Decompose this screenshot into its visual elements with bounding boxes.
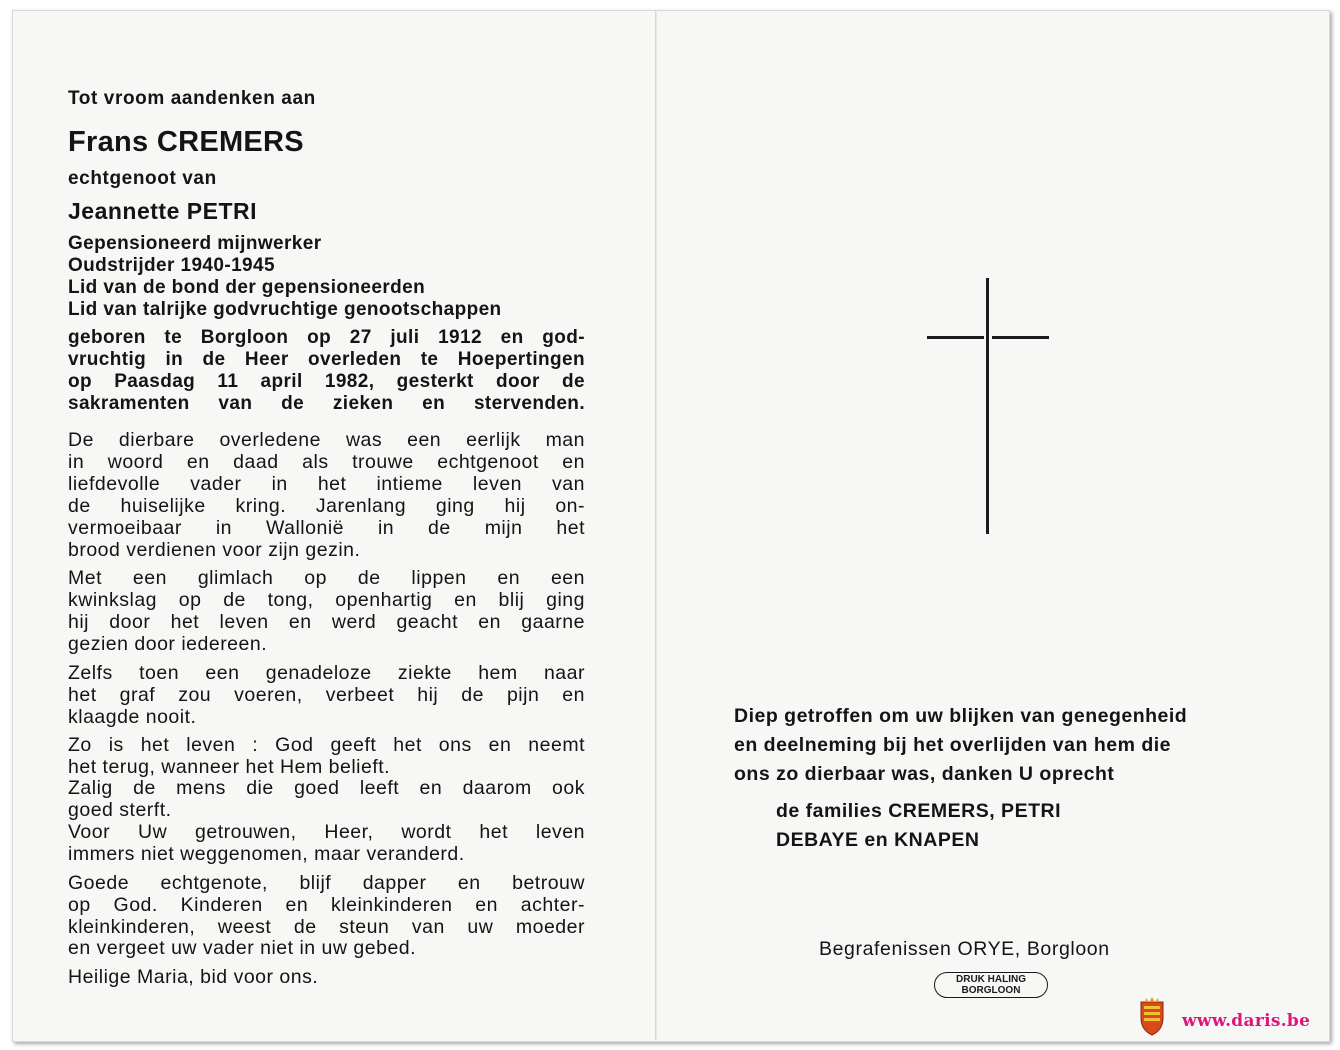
- cross-arm-left: [927, 336, 984, 339]
- paragraph-line: klaagde nooit.: [68, 706, 197, 728]
- crest-icon: [1137, 996, 1167, 1036]
- paragraph-line: gezien door iedereen.: [68, 633, 268, 655]
- paragraph-line: Zalig de mens die goed leeft en daarom ook: [68, 777, 585, 799]
- families-line: de families CREMERS, PETRI: [776, 800, 1061, 822]
- bio-line: op Paasdag 11 april 1982, gesterkt door de: [68, 371, 585, 392]
- families-line: DEBAYE en KNAPEN: [776, 829, 980, 851]
- spouse-label: echtgenoot van: [68, 168, 217, 189]
- paragraph-line: immers niet weggenomen, maar veranderd.: [68, 843, 465, 865]
- cross-icon: [986, 278, 989, 534]
- paragraph-line: kleinkinderen, weest de steun van uw moeder: [68, 916, 585, 938]
- stamp-line: BORGLOON: [961, 985, 1021, 996]
- paragraph-line: kwinkslag op de tong, openhartig en blij ging: [68, 589, 585, 611]
- cross-arm-right: [992, 336, 1049, 339]
- printer-stamp: [934, 972, 1048, 998]
- title-line: Gepensioneerd mijnwerker: [68, 233, 322, 254]
- paragraph-line: Zelfs toen een genadeloze ziekte hem naar: [68, 662, 585, 684]
- thanks-line: Diep getroffen om uw blijken van genegenheid: [734, 705, 1188, 727]
- prayer-line: Heilige Maria, bid voor ons.: [68, 966, 319, 988]
- thanks-line: en deelneming bij het overlijden van hem die: [734, 734, 1172, 756]
- undertaker-line: Begrafenissen ORYE, Borgloon: [819, 938, 1110, 960]
- card-fold: [655, 10, 657, 1040]
- deceased-name: Frans CREMERS: [68, 126, 304, 158]
- paragraph-line: het graf zou voeren, verbeet hij de pijn en: [68, 684, 585, 706]
- paragraph-line: Met een glimlach op de lippen en een: [68, 567, 585, 589]
- title-line: Lid van de bond der gepensioneerden: [68, 277, 426, 298]
- intro-line: Tot vroom aandenken aan: [68, 88, 316, 109]
- bio-line: sakramenten van de zieken en stervenden.: [68, 393, 585, 414]
- paragraph-line: goed sterft.: [68, 799, 172, 821]
- paragraph-line: De dierbare overledene was een eerlijk man: [68, 429, 585, 451]
- paragraph-line: Voor Uw getrouwen, Heer, wordt het leven: [68, 821, 585, 843]
- paragraph-line: Goede echtgenote, blijf dapper en betrouw: [68, 872, 585, 894]
- paragraph-line: in woord en daad als trouwe echtgenoot en: [68, 451, 585, 473]
- paragraph-line: brood verdienen voor zijn gezin.: [68, 539, 361, 561]
- paragraph-line: Zo is het leven : God geeft het ons en neemt: [68, 734, 585, 756]
- stamp-line: DRUK HALING: [956, 974, 1026, 985]
- paragraph-line: op God. Kinderen en kleinkinderen en achter-: [68, 894, 585, 916]
- paragraph-line: het terug, wanneer het Hem belieft.: [68, 756, 391, 778]
- watermark-site: www.daris.be: [1182, 1011, 1311, 1031]
- paragraph-line: de huiselijke kring. Jarenlang ging hij on-: [68, 495, 585, 517]
- paragraph-line: en vergeet uw vader niet in uw gebed.: [68, 937, 417, 959]
- bio-line: vruchtig in de Heer overleden te Hoepertingen: [68, 349, 585, 370]
- title-line: Lid van talrijke godvruchtige genootschappen: [68, 299, 502, 320]
- bio-line: geboren te Borgloon op 27 juli 1912 en god-: [68, 327, 585, 348]
- title-line: Oudstrijder 1940-1945: [68, 255, 275, 276]
- thanks-line: ons zo dierbaar was, danken U oprecht: [734, 763, 1115, 785]
- paragraph-line: vermoeibaar in Wallonië in de mijn het: [68, 517, 585, 539]
- spouse-name: Jeannette PETRI: [68, 198, 257, 224]
- paragraph-line: hij door het leven en werd geacht en gaarne: [68, 611, 585, 633]
- paragraph-line: liefdevolle vader in het intieme leven van: [68, 473, 585, 495]
